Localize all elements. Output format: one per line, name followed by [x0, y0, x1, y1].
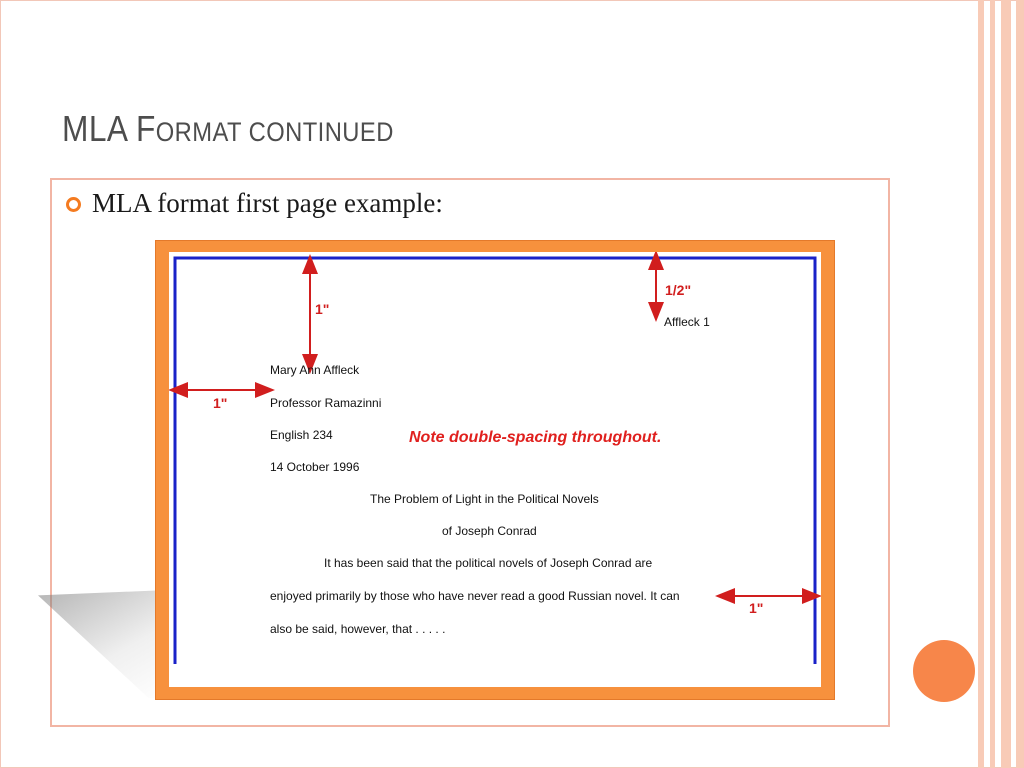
- decorative-stripe: [1001, 0, 1011, 768]
- decorative-stripe: [990, 0, 995, 768]
- bullet-text: MLA format first page example:: [92, 188, 443, 218]
- paper-title-line: of Joseph Conrad: [442, 524, 537, 538]
- title-smallcaps: ORMAT CONTINUED: [155, 117, 394, 147]
- title-main: MLA F: [62, 108, 156, 149]
- body-line: It has been said that the political novels of Joseph Conrad are: [324, 556, 653, 570]
- running-head: Affleck 1: [664, 315, 710, 329]
- decorative-stripe: [1016, 0, 1024, 768]
- right-dim-label: 1": [749, 600, 764, 616]
- heading-line: English 234: [270, 428, 333, 442]
- body-line: enjoyed primarily by those who have never read a good Russian novel. It can: [270, 589, 680, 603]
- heading-line: Mary Ann Affleck: [270, 363, 360, 377]
- paper-title-line: The Problem of Light in the Political Novels: [370, 492, 599, 506]
- heading-line: 14 October 1996: [270, 460, 360, 474]
- slide-title: [62, 108, 394, 150]
- example-paper: [169, 252, 821, 687]
- bullet-circle-icon: [66, 197, 81, 212]
- top-dim-label: 1": [315, 301, 330, 317]
- double-spacing-note: Note double-spacing throughout.: [409, 429, 662, 446]
- decorative-circle: [913, 640, 975, 702]
- header-dim-label: 1/2": [665, 282, 692, 298]
- left-dim-label: 1": [213, 395, 228, 411]
- body-line: also be said, however, that . . . . .: [270, 622, 446, 636]
- mla-example-image: [155, 240, 835, 700]
- decorative-stripe: [978, 0, 984, 768]
- heading-line: Professor Ramazinni: [270, 396, 382, 410]
- margin-guides: [169, 252, 821, 687]
